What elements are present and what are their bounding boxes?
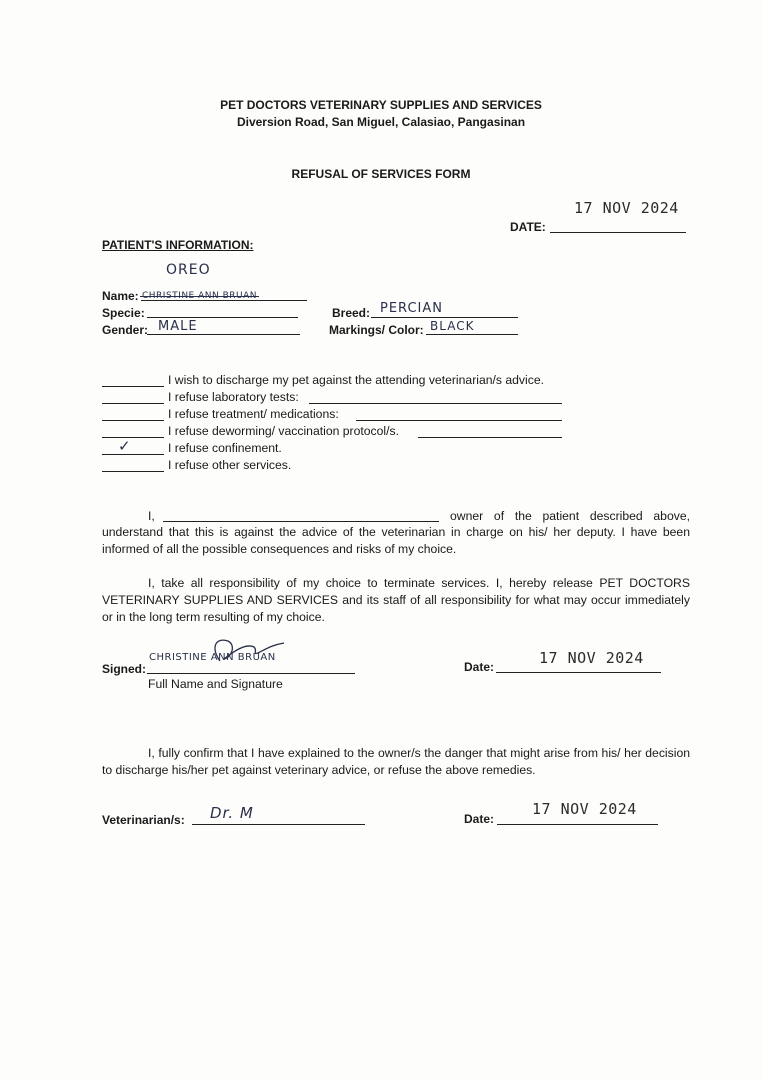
veterinarian-signature: Dr. M [210, 804, 254, 822]
deworming-detail-line[interactable] [418, 437, 562, 438]
option-blank-5[interactable] [102, 471, 164, 472]
form-title: REFUSAL OF SERVICES FORM [291, 167, 471, 181]
breed-label: Breed: [332, 306, 371, 320]
option-blank-4[interactable] [102, 454, 164, 455]
specie-label: Specie: [102, 306, 145, 320]
paragraph-3 [102, 745, 690, 779]
signed-name-value: CHRISTINE ANN BRUAN [149, 652, 276, 663]
option-blank-3[interactable] [102, 437, 164, 438]
para1-lead: I, [148, 509, 155, 523]
markings-value: BLACK [430, 319, 475, 333]
owner-name-line[interactable] [163, 521, 439, 522]
signed-caption: Full Name and Signature [148, 677, 283, 691]
para1-rest: understand that this is against the advice of the veterinarian in charge on his/ her deputy. I have been informed of all the possible consequences and risks of my choice. [102, 525, 690, 556]
veterinarian-label: Veterinarian/s: [102, 813, 185, 827]
gender-value: MALE [158, 319, 198, 334]
breed-line [371, 317, 518, 318]
top-date-stamp: 17 NOV 2024 [574, 199, 679, 217]
vet-date-stamp: 17 NOV 2024 [532, 800, 637, 818]
patient-name-value: OREO [166, 262, 211, 278]
markings-line [426, 334, 518, 335]
struck-owner-name: CHRISTINE ANN BRUAN [142, 291, 257, 301]
paragraph-2 [102, 575, 690, 626]
option-text-2: I refuse treatment/ medications: [168, 407, 339, 421]
specie-line [147, 317, 298, 318]
vet-date-label: Date: [464, 812, 495, 826]
signed-date-label: Date: [464, 660, 495, 674]
signed-label: Signed: [102, 662, 146, 676]
vet-date-line[interactable] [497, 824, 658, 825]
name-line [141, 300, 307, 301]
top-date-line [550, 232, 686, 233]
para3-text: I, fully confirm that I have explained to the owner/s the danger that might arise from his/ her decision to discharge his/her pet against veterinary advice, or refuse the above remedies. [102, 746, 690, 777]
top-date-label: DATE: [510, 220, 546, 234]
veterinarian-line[interactable] [192, 824, 365, 825]
option-blank-1[interactable] [102, 403, 164, 404]
company-address: Diversion Road, San Miguel, Calasiao, Pangasinan [236, 115, 526, 129]
option-blank-0[interactable] [102, 386, 164, 387]
lab-tests-detail-line[interactable] [309, 403, 562, 404]
treatment-detail-line[interactable] [356, 420, 562, 421]
patient-section-label: PATIENT'S INFORMATION: [102, 238, 254, 252]
breed-value: PERCIAN [380, 301, 443, 316]
option-text-3: I refuse deworming/ vaccination protocol/s. [168, 424, 399, 438]
signed-date-line[interactable] [496, 672, 661, 673]
signed-line[interactable] [147, 673, 355, 674]
option-text-4: I refuse confinement. [168, 441, 282, 455]
option-text-5: I refuse other services. [168, 458, 292, 472]
name-label: Name: [102, 289, 139, 303]
option-text-0: I wish to discharge my pet against the attending veterinarian/s advice. [168, 373, 544, 387]
option-blank-2[interactable] [102, 420, 164, 421]
signed-date-stamp: 17 NOV 2024 [539, 649, 644, 667]
confinement-check-mark: ✓ [118, 437, 132, 455]
gender-line [147, 334, 300, 335]
option-text-1: I refuse laboratory tests: [168, 390, 299, 404]
markings-label: Markings/ Color: [329, 323, 424, 337]
owner-signature-scribble [206, 633, 292, 667]
para2-text: I, take all responsibility of my choice to terminate services. I, hereby release PET DOCTORS VETERINARY SUPPLIES AND SERVICES and its staff of all responsibility for what may occur immediately or in the long term resulting of my choice. [102, 576, 690, 624]
company-name: PET DOCTORS VETERINARY SUPPLIES AND SERVICES [220, 98, 542, 112]
gender-label: Gender: [102, 323, 149, 337]
para1-after-blank: owner of the patient described above, [450, 509, 690, 523]
